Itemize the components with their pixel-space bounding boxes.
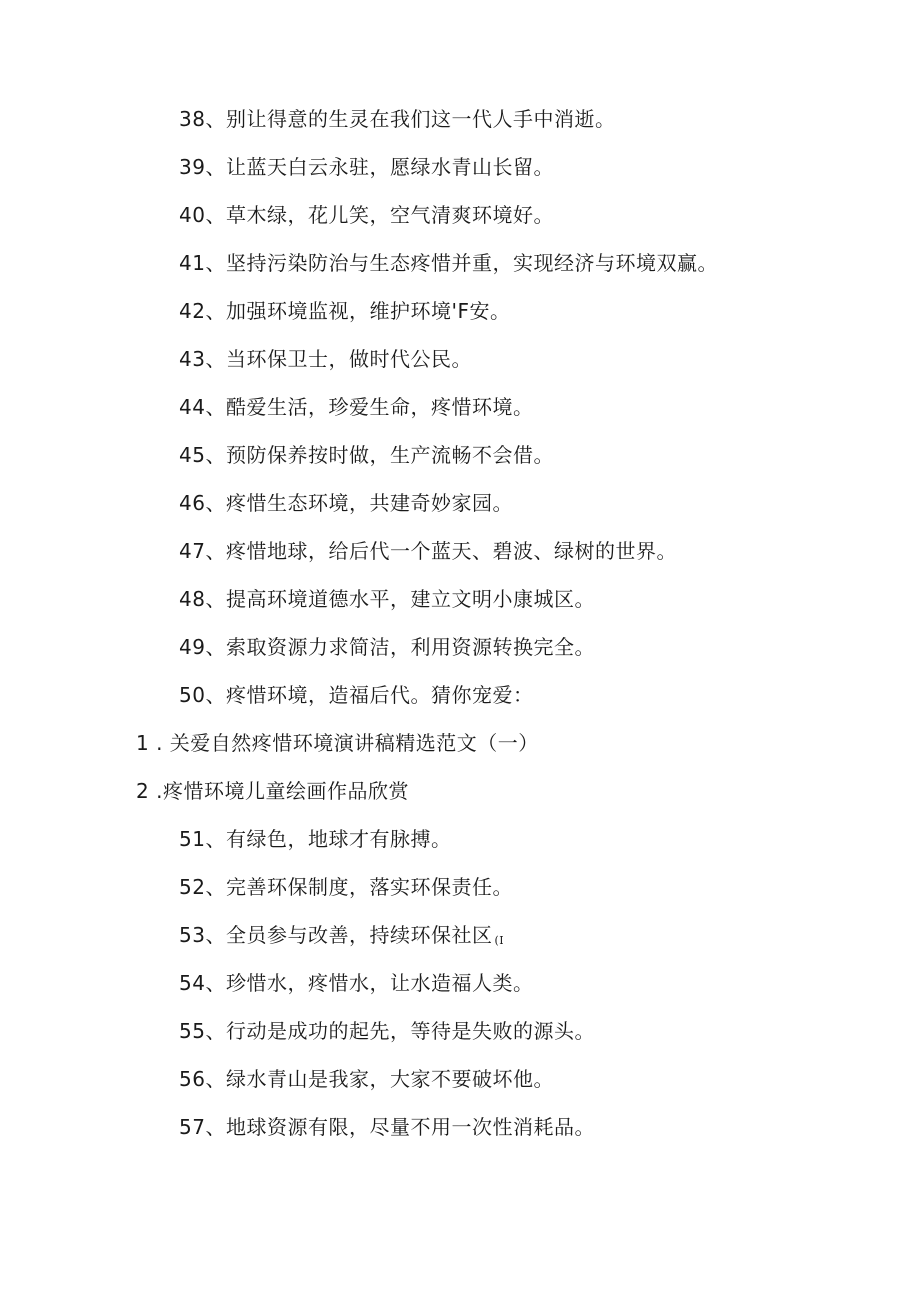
list-item [179,1017,595,1045]
list-item [179,681,533,709]
list-item [179,1113,595,1141]
item-number: 38、 [179,107,226,131]
related-number: 1 [136,731,150,755]
item-number: 55、 [179,1019,226,1043]
list-item [179,105,615,133]
list-item [179,633,595,661]
related-text: .疼惜环境儿童绘画作品欣赏 [149,779,409,803]
list-item [179,825,451,853]
related-link[interactable] [136,777,409,805]
item-text: 让蓝天白云永驻，愿绿水青山长留。 [225,155,554,179]
item-text: 坚持污染防治与生态疼惜并重，实现经济与环境双赢。 [225,251,718,275]
list-item [179,921,504,955]
item-text: 当环保卫士，做时代公民。 [225,347,472,371]
item-number: 45、 [179,443,226,467]
list-item [179,249,718,277]
list-item [179,489,513,517]
item-text: 酷爱生活，珍爱生命，疼惜环境。 [225,395,534,419]
item-text: 疼惜生态环境，共建奇妙家园。 [225,491,513,515]
stray-mark: (I [494,934,505,947]
item-number: 54、 [179,971,226,995]
item-number: 50、 [179,683,226,707]
item-text: 完善环保制度，落实环保责任。 [225,875,513,899]
item-text: 全员参与改善，持续环保社区 [225,923,493,947]
item-text: 别让得意的生灵在我们这一代人手中消逝。 [225,107,616,131]
related-link[interactable] [136,729,539,757]
item-text: 索取资源力求简洁，利用资源转换完全。 [225,635,595,659]
list-item [179,345,472,373]
item-number: 52、 [179,875,226,899]
item-number: 46、 [179,491,226,515]
list-item [179,297,510,325]
item-text: 加强环境监视，维护环境'F安。 [225,299,511,323]
item-number: 48、 [179,587,226,611]
list-item [179,537,677,565]
list-item [179,441,554,469]
item-text: 草木绿，花儿笑，空气清爽环境好。 [225,203,554,227]
item-text: 绿水青山是我家，大家不要破坏他。 [225,1067,554,1091]
list-item [179,585,595,613]
list-item [179,201,554,229]
list-item [179,153,554,181]
item-number: 56、 [179,1067,226,1091]
list-item [179,393,533,421]
item-text: 提高环境道德水平，建立文明小康城区。 [225,587,595,611]
item-text: 珍惜水，疼惜水，让水造福人类。 [225,971,534,995]
item-number: 51、 [179,827,226,851]
list-item [179,969,533,997]
item-text: 行动是成功的起先，等待是失败的源头。 [225,1019,595,1043]
item-number: 41、 [179,251,226,275]
item-number: 43、 [179,347,226,371]
item-number: 53、 [179,923,226,947]
item-number: 40、 [179,203,226,227]
item-text: 预防保养按时做，生产流畅不会借。 [225,443,554,467]
item-number: 42、 [179,299,226,323]
item-number: 57、 [179,1115,226,1139]
item-number: 44、 [179,395,226,419]
item-number: 49、 [179,635,226,659]
item-number: 47、 [179,539,226,563]
item-number: 39、 [179,155,226,179]
related-text: . 关爱自然疼惜环境演讲稿精选范文（一） [149,731,539,755]
list-item [179,1065,554,1093]
item-text: 地球资源有限，尽量不用一次性消耗品。 [225,1115,595,1139]
item-text: 疼惜地球，给后代一个蓝天、碧波、绿树的世界。 [225,539,677,563]
list-item [179,873,513,901]
item-text: 有绿色，地球才有脉搏。 [225,827,452,851]
related-number: 2 [136,779,150,803]
item-text: 疼惜环境，造福后代。猜你宠爱： [225,683,534,707]
